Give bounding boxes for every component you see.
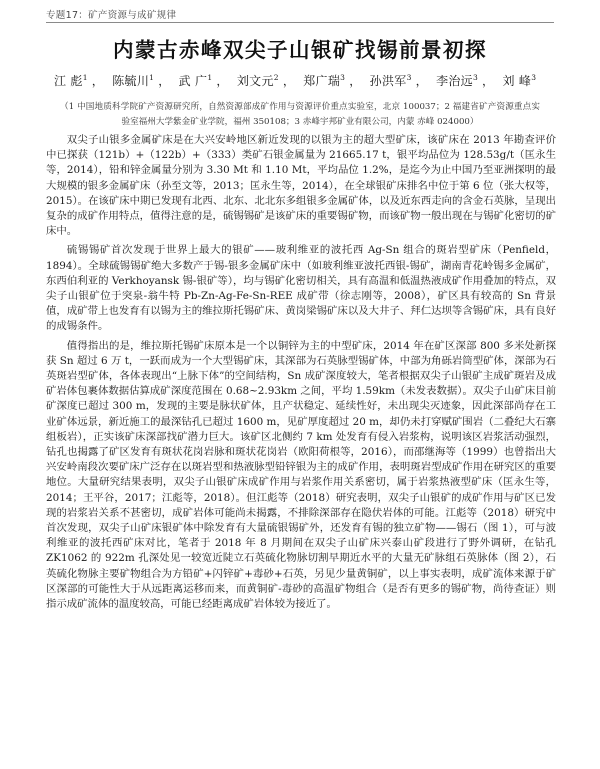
author-affil-mark: 3 <box>406 73 412 82</box>
author <box>54 74 88 88</box>
body-text <box>46 133 556 612</box>
author-affil-mark: 1 <box>207 73 213 82</box>
author <box>370 74 412 88</box>
author <box>237 74 279 88</box>
body-paragraph: 值得指出的是，维拉斯托锡矿床原本是一个以铜锌为主的中型矿床，2014 年在矿区深部 800 多米处新探获 Sn 超过 6 万 t，一跃而成为一个大型锡矿床，其深部为石英脉型锡矿体，中部为角砾岩筒型矿体，深部为石英斑岩型矿体，各体表现出“上脉下体”的空间结构，Sn 成矿深度较大，笔者根据双尖子山银矿主成矿斑岩及成矿岩体包裹体数据估算成矿深度范围在 0.68~2.93km 之间，平均 1.59km（未发表数据）。双尖子山矿床目前矿深度已超过 300 m，发现的主要是脉状矿体，且产状稳定、延续性好，未出现尖灭迹象，因此深部尚存在工业矿体远景，新近施工的最深钻孔已超过 1600 m，见矿厚度超过 20 m，却仍未打穿赋矿围岩（二叠纪大石寨组板岩），正实该矿床深部找矿潜力巨大。该矿区北侧约 7 km 处发育有侵入岩浆构，说明该区岩浆活动强烈，钻孔也揭露了矿区发育有斑状花岗岩脉和斑状花岗岩（欧阳荷根等，2016），而邵继海等（1999）也曾指出大兴安岭南段次要矿床广泛存在以斑岩型和热液脉型铅锌银为主的成矿作用，表明斑岩型成矿作用在研究区的重要地位。大量研究结果表明，双尖子山银矿床成矿作用与岩浆作用关系密切，属于岩浆热液型矿床（匡永生等，2014；王平谷，2017；江彪等，2018）。但江彪等（2018）研究表明，双尖子山银矿的成矿作用与矿区已发现的岩浆岩关系不甚密切，成矿岩体可能尚未揭露，不排除深部存在隐伏岩体的可能。江彪等（2018）研究中首次发现，双尖子山矿床银矿体中除发育有大量硫银锡矿外，还发育有锡的独立矿物——锡石（图 1），可与波利维亚的波托西矿床对比，笔者于 2018 年 8 月期间在双尖子山矿床兴泰山矿段进行了野外调研，在钻孔 ZK1062 的 922m 孔深处见一较宽近陡立石英硫化物脉切割早期近水平的大量无矿脉组石英脉体（图 2），石英硫化物脉主要矿物组合为方铅矿+闪锌矿+毒砂+石英，另见少量黄铜矿，以上事实表明，成矿流体来源于矿区深部的可能性大于从远距离运移而来，而黄铜矿-毒砂的高温矿物组合（是否有更多的锡矿物，尚待查证）则指示成矿流体的温度较高，可能已经距离成矿岩体较为接近了。 <box>46 339 556 611</box>
affiliations: （1 中国地质科学院矿产资源研究所，自然资源部成矿作用与资源评价重点实验室，北京 100037；2 福建省矿产资源重点实验室福州大学紫金矿业学院，福州 350108；3 赤峰宇邦矿业有限公司，内蒙 赤峰 024000） <box>60 102 540 127</box>
author-name: 李治远 <box>436 74 473 88</box>
running-head: 专题17：矿产资源与成矿规律 <box>46 10 177 21</box>
author-affil-mark: 3 <box>531 73 537 82</box>
author-affil-mark: 1 <box>149 73 155 82</box>
header-rule <box>46 22 554 23</box>
author-name: 江 彪 <box>54 74 83 88</box>
author-name: 武 广 <box>178 74 208 88</box>
author-affil-mark: 1 <box>82 73 88 82</box>
author-affil-mark: 3 <box>340 73 346 82</box>
author-affil-mark: 3 <box>472 73 479 82</box>
author-name: 郑广瑞 <box>303 74 341 88</box>
author <box>179 74 213 88</box>
author <box>436 74 478 88</box>
body-paragraph: 硫锡锡矿首次发现于世界上最大的银矿——玻利维亚的波托西 Ag-Sn 组合的斑岩型矿床（Penfield，1894）。全球硫锡锡矿绝大多数产于锡-银多金属矿床中（如玻利维亚波托西银-锡矿，湖南青花岭锡多金属矿，东西伯利亚的 Verkhoyansk 锡-银矿等），均与锡矿化密切相关，具有高温和低温热液成矿作用叠加的特点，双尖子山银矿位于突泉-翁牛特 Pb-Zn-Ag-Fe-Sn-REE 成矿带（徐志刚等，2008），矿区具有较高的 Sn 背景值，成矿带上也发育有以锡为主的维拉斯托锡矿床、黄岗梁锡矿床以及大井子、拜仁达坝等含锡矿床，具有良好的成锡条件。 <box>46 244 556 333</box>
author-name: 陈毓川 <box>112 74 150 88</box>
author-list: 江 彪$^1$ ， 陈毓川$^1$ ， 武 广$^1$ ， 刘文元$^2$ ， 郑广瑞$^3$ ， 孙洪军$^3$ ， 李治远$^3$ ， 刘 峰$^3$ <box>54 73 537 88</box>
paper-title: 内蒙古赤峰双尖子山银矿找锡前景初探 <box>113 38 487 62</box>
body-paragraph: 双尖子山银多金属矿床是在大兴安岭地区新近发现的以银为主的超大型矿床，该矿床在 2013 年勘查评价中已探获（121b）+（122b）+（333）类矿石银金属量为 21665.17 t，银平均品位为 128.53g/t（匡永生等，2014），铅和锌金属量分别为 3.30 Mt 和 1.10 Mt，平均品位 1.2%，是迄今为止中国乃至亚洲探明的最大规模的银多金属矿床（孙至文等，2013；匡永生等，2014），在全球银矿床排名中位于第 6 位（张大权等，2015）。在该矿床中期已发现有北西、北东、北北东多组银多金属矿体，以及近东西走向的含金石英脉，呈现出复杂的成矿作用特点，值得注意的是，硫锡锡矿是该矿床的重要锡矿物，而该矿物一般出现在与锡矿化密切的矿床中。 <box>46 134 556 238</box>
author-name: 刘文元 <box>236 74 274 88</box>
author <box>502 74 536 88</box>
author-name: 刘 峰 <box>502 74 532 88</box>
author-name: 孙洪军 <box>369 74 407 88</box>
author-affil-mark: 2 <box>273 73 279 82</box>
author <box>303 74 345 88</box>
author <box>112 74 154 88</box>
